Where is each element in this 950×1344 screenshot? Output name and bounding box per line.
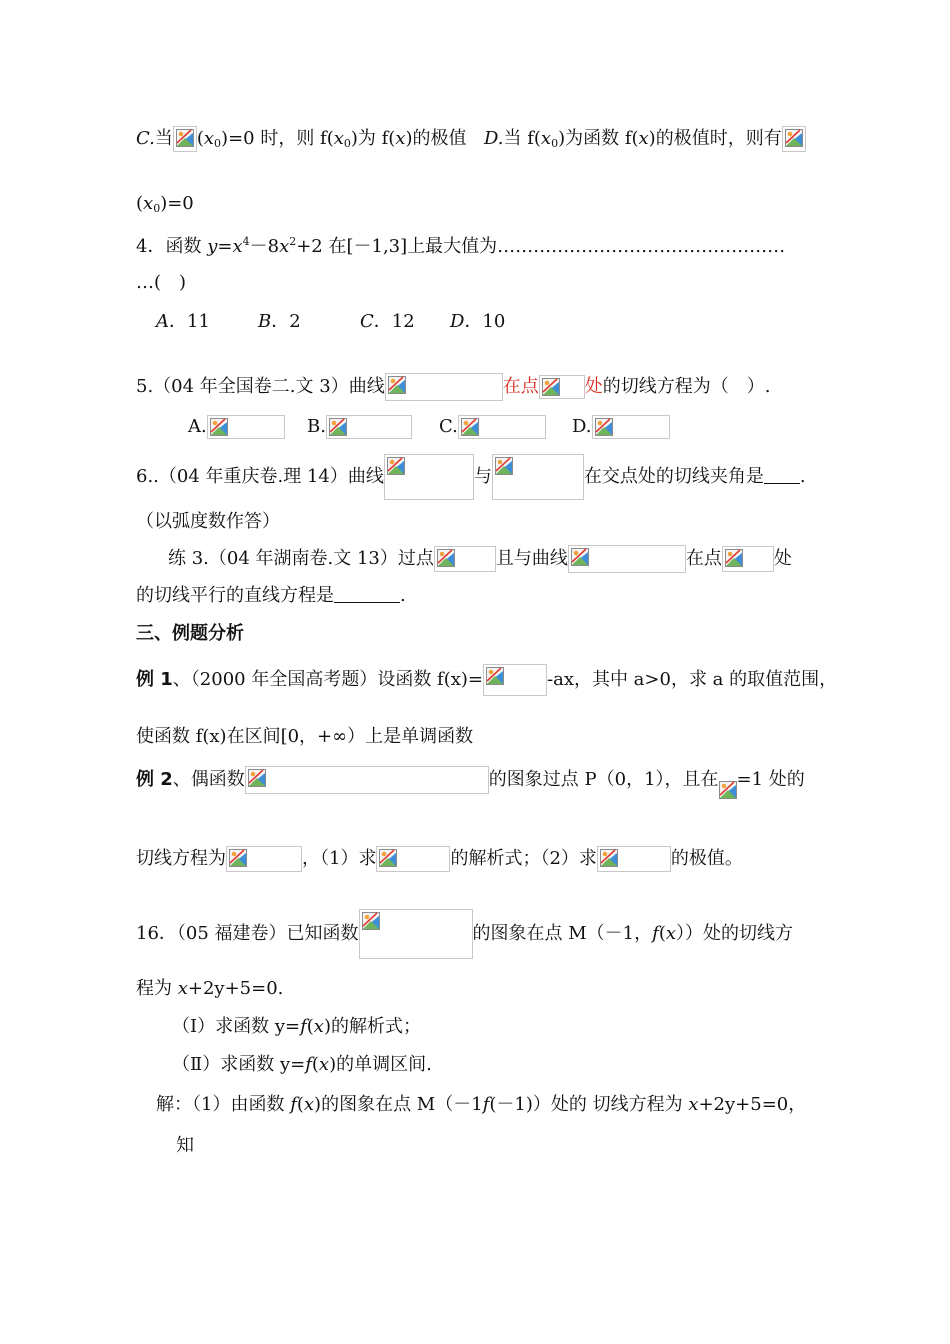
text: )的解析式； <box>323 1016 421 1037</box>
subscript: 0 <box>551 137 559 150</box>
question-5-option-a <box>188 415 285 439</box>
option-label: C <box>360 311 374 332</box>
option-value: ．10 <box>464 311 506 332</box>
text: 的解析式；（2）求 <box>450 848 597 869</box>
example-1-continuation: 使函数 f(x)在区间[0，+∞）上是单调函数 <box>136 726 474 747</box>
text: ( <box>296 1094 304 1115</box>
formula-image <box>434 546 496 572</box>
broken-image-icon <box>388 376 406 394</box>
broken-image-icon <box>719 781 737 799</box>
text: 、偶函数 <box>172 769 245 790</box>
broken-image-icon <box>571 548 589 566</box>
var: x <box>395 128 406 149</box>
broken-image-icon <box>725 549 743 567</box>
broken-image-icon <box>210 418 228 436</box>
formula-image <box>245 766 489 794</box>
text: （Ⅱ）求函数 y= <box>172 1054 306 1075</box>
text: －8 <box>249 236 280 257</box>
text: 程为 <box>136 978 178 999</box>
question-4-option-c <box>360 310 415 334</box>
broken-image-icon <box>229 849 247 867</box>
question-5-option-d <box>572 415 670 439</box>
formula-image <box>376 846 450 872</box>
superscript: 2 <box>289 235 297 248</box>
text: . <box>400 585 406 606</box>
text: 且与曲线 <box>495 548 568 569</box>
text: = <box>217 236 233 257</box>
text: (－1)）处的 切线方程为 <box>489 1094 689 1115</box>
var: f <box>652 923 659 944</box>
answer-blank <box>334 584 400 603</box>
formula-image <box>592 415 670 439</box>
text: 16．（05 福建卷）已知函数 <box>136 923 359 944</box>
broken-image-icon <box>495 457 513 475</box>
question-4-options <box>156 310 210 334</box>
text: ( <box>658 923 666 944</box>
text: ( <box>311 1054 319 1075</box>
broken-image-icon <box>486 667 504 685</box>
text: )=0 <box>160 193 194 214</box>
formula-image <box>782 126 806 152</box>
question-16 <box>136 909 793 959</box>
text-red: 在点 <box>502 376 539 397</box>
question-5 <box>136 373 770 401</box>
question-16-continuation <box>136 977 283 1001</box>
text: 在交点处的切线夹角是 <box>583 466 764 487</box>
subscript: 0 <box>153 202 161 215</box>
var: x <box>318 1054 330 1075</box>
broken-image-icon <box>600 849 618 867</box>
text: 处 <box>773 548 792 569</box>
broken-image-icon <box>542 378 560 396</box>
text: 的切线平行的直线方程是 <box>136 585 334 606</box>
text: 的图象过点 P（0，1），且在 <box>488 769 719 790</box>
var: x <box>177 978 188 999</box>
option-label: C. <box>439 416 458 437</box>
formula-image <box>173 126 197 152</box>
formula-image <box>492 454 584 500</box>
text: 4．函数 <box>136 236 208 257</box>
text: ，（1）求 <box>302 848 377 869</box>
text: 的切线方程为（ ）. <box>602 376 771 397</box>
text: ( <box>306 1016 314 1037</box>
formula-image <box>226 846 302 872</box>
var: f <box>290 1094 297 1115</box>
text: 、（2000 年全国高考题）设函数 f(x)= <box>172 669 483 690</box>
var: x <box>540 128 552 149</box>
example-2 <box>136 765 805 799</box>
formula-image <box>568 545 686 573</box>
text: 在点 <box>685 548 722 569</box>
part-2 <box>172 1053 432 1077</box>
option-label: A <box>156 311 169 332</box>
option-label: C. <box>136 128 155 149</box>
text: 的图象在点 M（－1， <box>472 923 653 944</box>
option-label: D. <box>484 128 504 149</box>
text: 练 3.（04 年湖南卷.文 13）过点 <box>168 548 434 569</box>
broken-image-icon <box>461 418 479 436</box>
text: )的图象在点 M（－1 <box>314 1094 483 1115</box>
section-heading: 三、例题分析 <box>136 623 244 644</box>
text: =1 处的 <box>736 769 805 790</box>
practice-3-continuation <box>136 584 406 608</box>
text: 6..（04 年重庆卷.理 14）曲线 <box>136 466 384 487</box>
text-red: 处 <box>584 376 603 397</box>
var: f <box>300 1016 307 1037</box>
var: x <box>313 1016 324 1037</box>
formula-image <box>539 375 585 399</box>
text: )的极值 <box>405 128 467 149</box>
var: x <box>203 128 215 149</box>
answer-blank <box>764 465 800 484</box>
example-label: 例 2 <box>136 769 173 790</box>
broken-image-icon <box>362 912 380 930</box>
var: x <box>688 1094 699 1115</box>
text: +2 在[－1,3]上最大值为………………………………………… <box>296 236 786 257</box>
text: 当 f( <box>503 128 541 149</box>
broken-image-icon <box>176 129 194 147</box>
text: 当 <box>154 128 173 149</box>
option-label: B. <box>307 416 326 437</box>
var: x <box>333 128 344 149</box>
practice-3 <box>168 545 792 573</box>
text: 与 <box>473 466 492 487</box>
question-5-option-c <box>439 415 546 439</box>
option-d-continuation <box>136 192 194 221</box>
broken-image-icon <box>785 129 803 147</box>
question-4-continuation: …( ) <box>136 272 187 293</box>
option-label: B <box>258 311 272 332</box>
subscript: 0 <box>343 137 351 150</box>
formula-image <box>359 909 473 959</box>
var: x <box>279 236 290 257</box>
text: ( <box>136 193 144 214</box>
formula-image <box>719 773 737 799</box>
question-4 <box>136 230 785 259</box>
broken-image-icon <box>248 769 266 787</box>
option-value: ．12 <box>373 311 415 332</box>
var: f <box>482 1094 490 1115</box>
text: +2y+5=0. <box>187 978 284 999</box>
text: 的极值。 <box>670 848 743 869</box>
var: x <box>143 193 154 214</box>
text: )为 f( <box>350 128 396 149</box>
var: y <box>207 236 218 257</box>
formula-image <box>385 373 503 401</box>
option-value: ．2 <box>271 311 301 332</box>
example-1 <box>136 664 837 696</box>
broken-image-icon <box>595 418 613 436</box>
example-label: 例 1 <box>136 669 173 690</box>
question-6 <box>136 454 806 500</box>
option-label: A. <box>188 416 207 437</box>
option-d-line <box>484 126 806 156</box>
text: ( <box>196 128 204 149</box>
question-4-option-b <box>258 310 301 334</box>
option-value: ．11 <box>169 311 210 332</box>
option-label: D. <box>572 416 592 437</box>
formula-image <box>597 846 671 872</box>
var: x <box>638 128 649 149</box>
broken-image-icon <box>379 849 397 867</box>
broken-image-icon <box>437 549 455 567</box>
formula-image <box>207 415 285 439</box>
solution <box>156 1093 806 1117</box>
text: （Ⅰ）求函数 y= <box>172 1016 301 1037</box>
formula-image <box>458 415 546 439</box>
option-label: D <box>450 311 465 332</box>
var: x <box>303 1094 315 1115</box>
text: . <box>799 466 806 487</box>
part-1 <box>172 1015 421 1039</box>
broken-image-icon <box>329 418 347 436</box>
formula-image <box>722 546 774 572</box>
question-5-option-b <box>307 415 412 439</box>
text: ））处的切线方 <box>676 923 793 944</box>
option-c-line <box>136 126 467 156</box>
text: +2y+5=0， <box>698 1094 807 1115</box>
var: f <box>305 1054 312 1075</box>
text: )=0 时，则 f( <box>221 128 334 149</box>
question-6-continuation: （以弧度数作答） <box>136 511 280 532</box>
solution-continuation: 知 <box>176 1135 194 1156</box>
text: 切线方程为 <box>136 848 226 869</box>
formula-image <box>326 415 412 439</box>
text: 解：（1）由函数 <box>156 1094 291 1115</box>
broken-image-icon <box>387 457 405 475</box>
text: 5.（04 年全国卷二.文 3）曲线 <box>136 376 385 397</box>
formula-image <box>483 664 547 696</box>
superscript: 4 <box>242 235 250 248</box>
subscript: 0 <box>214 137 222 150</box>
var: x <box>232 236 243 257</box>
text: )的单调区间. <box>329 1054 432 1075</box>
text: )为函数 f( <box>558 128 639 149</box>
example-2-continuation <box>136 845 743 873</box>
text: -ax，其中 a>0，求 a 的取值范围， <box>547 669 838 690</box>
question-4-option-d <box>450 310 505 334</box>
formula-image <box>384 454 474 500</box>
text: )的极值时，则有 <box>648 128 782 149</box>
var: x <box>665 923 676 944</box>
